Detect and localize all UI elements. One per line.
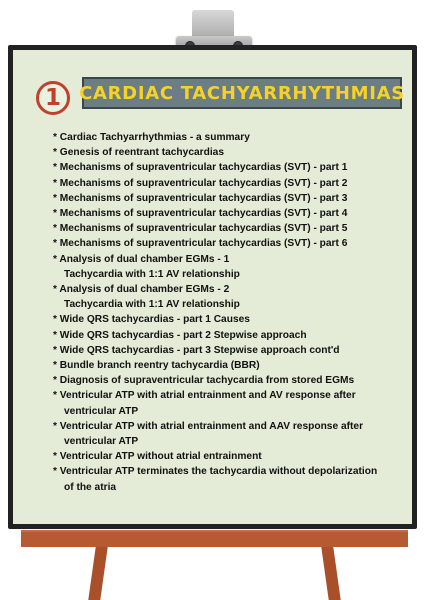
easel-leg-left	[88, 547, 107, 600]
topic-text-continued: ventricular ATP	[64, 436, 139, 448]
topic-list-item	[53, 343, 415, 358]
topic-list-item	[53, 221, 415, 236]
topic-text: * Wide QRS tachycardias - part 2 Stepwise approach	[53, 329, 307, 341]
topic-list-item	[53, 312, 415, 327]
topic-text: * Ventricular ATP with atrial entrainment and AAV response after	[53, 420, 364, 432]
topic-list-item	[53, 176, 415, 191]
topic-list-item	[53, 449, 415, 464]
topic-text-continued: of the atria	[64, 481, 117, 493]
topic-text: * Mechanisms of supraventricular tachycardias (SVT) - part 6	[53, 238, 348, 250]
topic-list-item	[53, 206, 415, 221]
topic-text: * Genesis of reentrant tachycardias	[53, 147, 224, 159]
topic-text-continued: Tachycardia with 1:1 AV relationship	[64, 299, 240, 311]
topic-list-item	[53, 358, 415, 373]
topic-text: * Cardiac Tachyarrhythmias - a summary	[53, 132, 250, 143]
topic-text: * Bundle branch reentry tachycardia (BBR)	[53, 360, 260, 372]
topic-text: * Mechanisms of supraventricular tachycardias (SVT) - part 1	[53, 162, 348, 174]
easel-ledge	[21, 530, 408, 547]
easel-leg-right	[321, 547, 340, 600]
topic-text: * Ventricular ATP terminates the tachycardia without depolarization	[53, 466, 378, 478]
topic-text: * Mechanisms of supraventricular tachycardias (SVT) - part 4	[53, 208, 348, 220]
topic-list	[53, 130, 415, 495]
topic-text: * Mechanisms of supraventricular tachycardias (SVT) - part 3	[53, 192, 348, 204]
topic-text: * Diagnosis of supraventricular tachycardia from stored EGMs	[53, 375, 355, 387]
topic-text: * Ventricular ATP without atrial entrainment	[53, 451, 262, 463]
topic-list-item	[53, 145, 415, 160]
topic-list-item	[53, 252, 415, 282]
topic-text: * Analysis of dual chamber EGMs - 1	[53, 253, 230, 265]
chapter-title: CARDIAC TACHYARRHYTHMIAS	[79, 82, 405, 104]
topic-text-continued: Tachycardia with 1:1 AV relationship	[64, 268, 240, 280]
chapter-title-box	[79, 77, 405, 109]
topic-list-item	[53, 388, 415, 418]
topic-text: * Wide QRS tachycardias - part 3 Stepwise approach cont'd	[53, 344, 340, 356]
topic-text: * Analysis of dual chamber EGMs - 2	[53, 284, 230, 296]
topic-list-item	[53, 464, 415, 494]
topic-text: * Mechanisms of supraventricular tachycardias (SVT) - part 5	[53, 223, 348, 235]
topic-list-item	[53, 160, 415, 175]
topic-list-item	[53, 328, 415, 343]
topic-list-item	[53, 373, 415, 388]
chapter-number-badge: 1	[36, 81, 70, 115]
topic-list-item	[53, 282, 415, 312]
topic-list-item	[53, 236, 415, 251]
topic-text-continued: ventricular ATP	[64, 405, 139, 417]
topic-text: * Mechanisms of supraventricular tachycardias (SVT) - part 2	[53, 177, 348, 189]
topic-text: * Ventricular ATP with atrial entrainment and AV response after	[53, 390, 356, 402]
topic-list-item	[53, 130, 415, 145]
topic-list-item	[53, 419, 415, 449]
topic-list-item	[53, 191, 415, 206]
topic-text: * Wide QRS tachycardias - part 1 Causes	[53, 314, 250, 326]
